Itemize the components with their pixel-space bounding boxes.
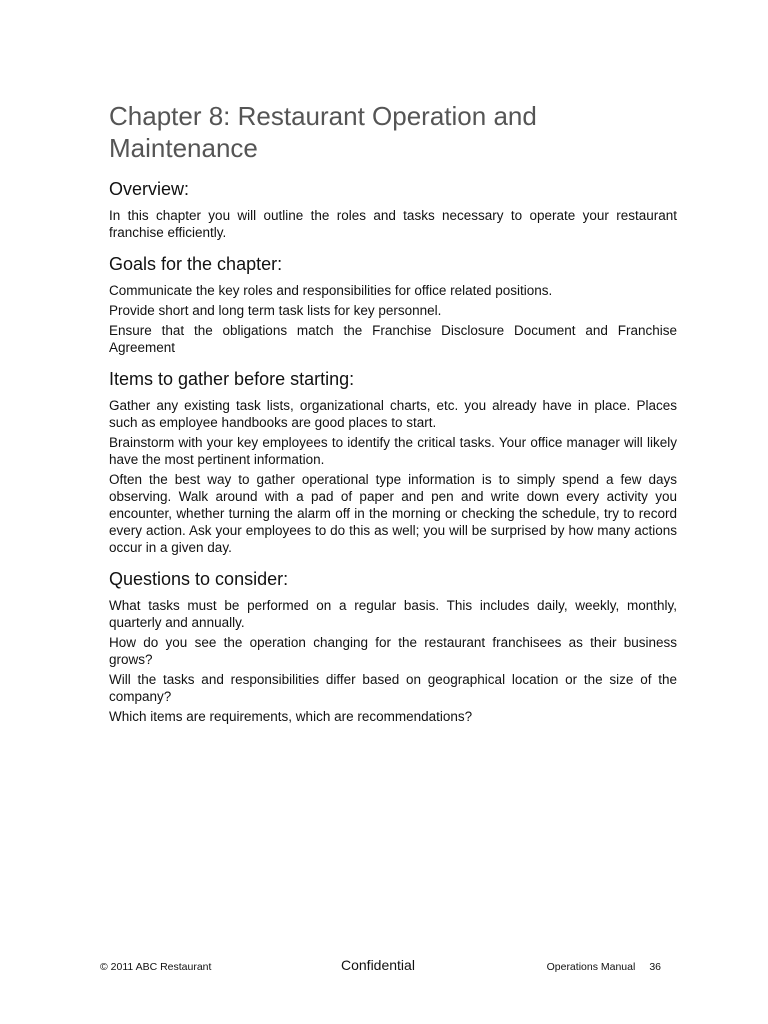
items-section <box>109 368 677 556</box>
goals-section <box>109 253 677 356</box>
overview-section <box>109 178 677 241</box>
chapter-title: Chapter 8: Restaurant Operation and Maintenance <box>109 101 537 163</box>
goals-paragraph: Communicate the key roles and responsibilities for office related positions. <box>109 283 553 298</box>
questions-section <box>109 568 677 725</box>
overview-paragraph: In this chapter you will outline the roles and tasks necessary to operate your restaurant franchise efficiently. <box>109 208 677 240</box>
document-page <box>109 100 677 737</box>
footer-copyright: © 2011 ABC Restaurant <box>100 961 212 973</box>
questions-paragraph: Will the tasks and responsibilities differ based on geographical location or the size of the company? <box>109 672 677 704</box>
items-paragraph: Brainstorm with your key employees to identify the critical tasks. Your office manager will likely have the most pertinent information. <box>109 435 677 467</box>
items-heading: Items to gather before starting: <box>109 369 355 389</box>
questions-heading: Questions to consider: <box>109 569 289 589</box>
footer-manual-page <box>547 961 661 973</box>
goals-paragraph: Ensure that the obligations match the Franchise Disclosure Document and Franchise Agreement <box>109 323 677 355</box>
questions-paragraph: How do you see the operation changing for the restaurant franchisees as their business grows? <box>109 635 677 667</box>
footer-manual-label: Operations Manual <box>546 961 636 973</box>
footer-confidential: Confidential <box>341 957 415 973</box>
goals-paragraph: Provide short and long term task lists for key personnel. <box>109 303 442 318</box>
page-footer <box>100 957 670 977</box>
items-paragraph: Gather any existing task lists, organizational charts, etc. you already have in place. Places such as employee handbooks are good places to start. <box>109 398 677 430</box>
items-paragraph: Often the best way to gather operational type information is to simply spend a few days observing. Walk around with a pad of paper and pen and write down every activity you encounter, whether turning the alarm off in the morning or checking the schedule, try to record every action. Ask your employees to do this as well; you will be surprised by how many actions occur in a given day. <box>109 472 677 555</box>
questions-paragraph: What tasks must be performed on a regular basis. This includes daily, weekly, monthly, quarterly and annually. <box>109 598 677 630</box>
goals-heading: Goals for the chapter: <box>109 254 283 274</box>
overview-heading: Overview: <box>109 179 190 199</box>
questions-paragraph: Which items are requirements, which are recommendations? <box>109 709 473 724</box>
footer-page-number: 36 <box>649 961 661 973</box>
